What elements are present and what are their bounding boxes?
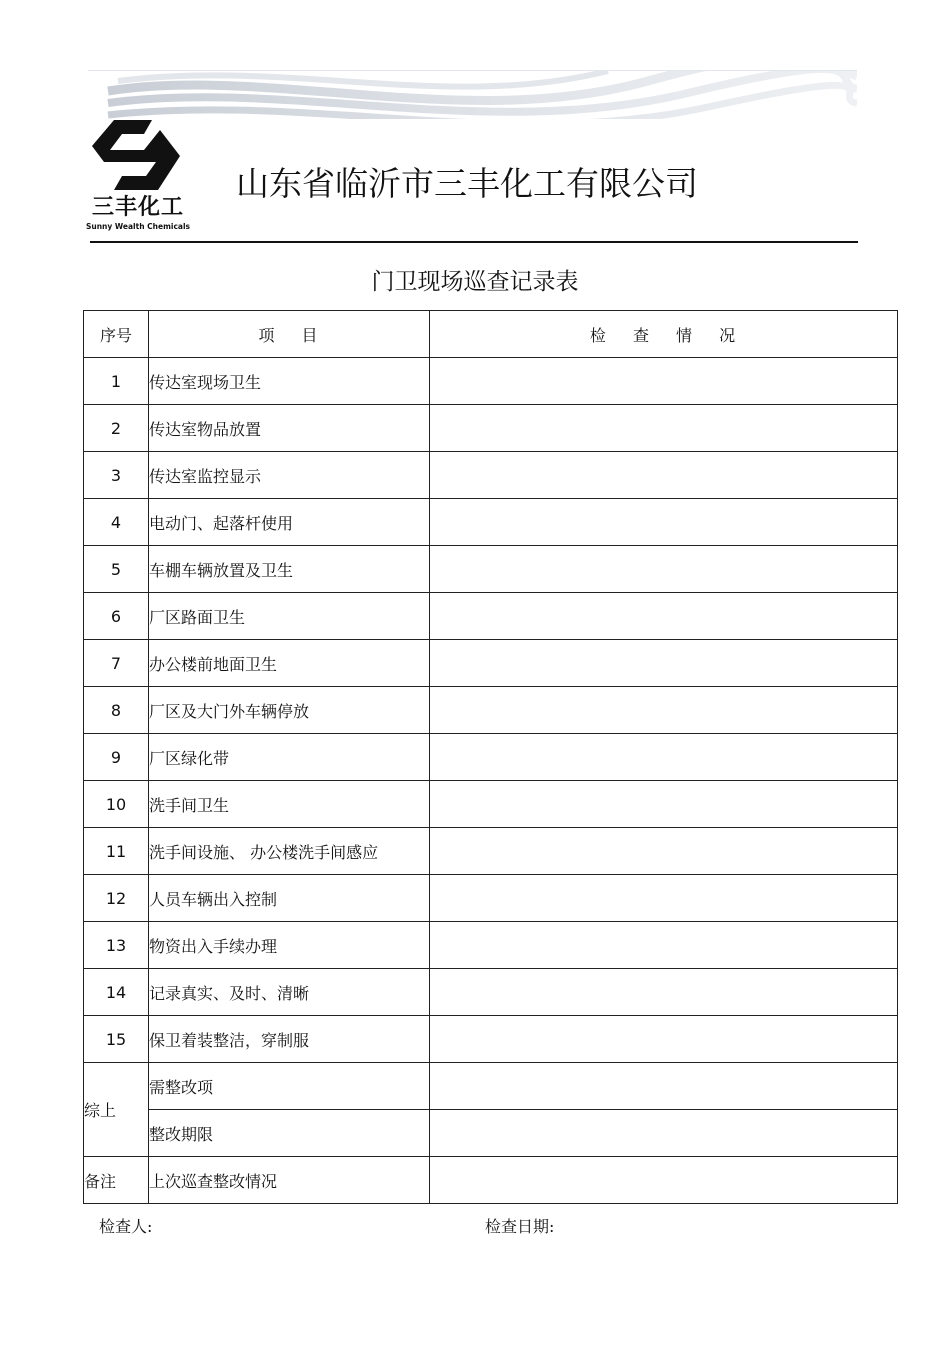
- table-row: [84, 405, 898, 452]
- row-item: 办公楼前地面卫生: [149, 640, 430, 687]
- company-logo: [84, 116, 192, 234]
- row-num: 6: [84, 593, 149, 640]
- remarks-label: 备注: [84, 1157, 149, 1204]
- row-num: 3: [84, 452, 149, 499]
- header-divider: [90, 241, 858, 243]
- row-num: 14: [84, 969, 149, 1016]
- company-name: 山东省临沂市三丰化工有限公司: [236, 164, 698, 203]
- summary-deadline-cell[interactable]: [430, 1110, 898, 1157]
- header-banner: [88, 70, 857, 119]
- table-row: [84, 828, 898, 875]
- banner-wave-graphic: [88, 71, 857, 119]
- table-row: [84, 593, 898, 640]
- row-status-cell[interactable]: [430, 781, 898, 828]
- table-row: [84, 875, 898, 922]
- header-item: 项 目: [149, 311, 430, 358]
- row-num: 7: [84, 640, 149, 687]
- summary-label: 综上: [84, 1063, 149, 1157]
- row-item: 厂区路面卫生: [149, 593, 430, 640]
- row-item: 记录真实、及时、清晰: [149, 969, 430, 1016]
- s-mark-icon: [84, 116, 192, 196]
- row-item: 物资出入手续办理: [149, 922, 430, 969]
- row-status-cell[interactable]: [430, 969, 898, 1016]
- row-status-cell[interactable]: [430, 499, 898, 546]
- row-num: 8: [84, 687, 149, 734]
- row-num: 15: [84, 1016, 149, 1063]
- table-row: [84, 1016, 898, 1063]
- row-num: 2: [84, 405, 149, 452]
- header-num: 序号: [84, 311, 149, 358]
- summary-row: [84, 1063, 898, 1110]
- row-item: 传达室现场卫生: [149, 358, 430, 405]
- row-status-cell[interactable]: [430, 734, 898, 781]
- row-status-cell[interactable]: [430, 875, 898, 922]
- table-row: [84, 687, 898, 734]
- row-item: 厂区绿化带: [149, 734, 430, 781]
- row-num: 12: [84, 875, 149, 922]
- table-row: [84, 922, 898, 969]
- row-status-cell[interactable]: [430, 593, 898, 640]
- inspector-label: 检查人:: [99, 1217, 153, 1236]
- row-item: 电动门、起落杆使用: [149, 499, 430, 546]
- row-item: 车棚车辆放置及卫生: [149, 546, 430, 593]
- row-status-cell[interactable]: [430, 452, 898, 499]
- remarks-row: [84, 1157, 898, 1204]
- row-item: 传达室物品放置: [149, 405, 430, 452]
- inspection-table: [83, 310, 898, 1204]
- table-row: [84, 734, 898, 781]
- row-item: 传达室监控显示: [149, 452, 430, 499]
- row-num: 5: [84, 546, 149, 593]
- row-status-cell[interactable]: [430, 358, 898, 405]
- logo-chinese-text: 三丰化工: [91, 195, 184, 220]
- row-status-cell[interactable]: [430, 922, 898, 969]
- row-item: 人员车辆出入控制: [149, 875, 430, 922]
- table-row: [84, 546, 898, 593]
- table-row: [84, 640, 898, 687]
- row-status-cell[interactable]: [430, 687, 898, 734]
- row-num: 13: [84, 922, 149, 969]
- table-row: [84, 452, 898, 499]
- table-row: [84, 358, 898, 405]
- table-header-row: [84, 311, 898, 358]
- row-num: 11: [84, 828, 149, 875]
- summary-rectify-cell[interactable]: [430, 1063, 898, 1110]
- row-status-cell[interactable]: [430, 640, 898, 687]
- summary-item-deadline: 整改期限: [149, 1110, 430, 1157]
- remarks-cell[interactable]: [430, 1157, 898, 1204]
- row-status-cell[interactable]: [430, 828, 898, 875]
- page-title: 门卫现场巡查记录表: [371, 269, 579, 295]
- row-item: 洗手间设施、 办公楼洗手间感应: [149, 828, 430, 875]
- summary-item-rectify: 需整改项: [149, 1063, 430, 1110]
- row-status-cell[interactable]: [430, 1016, 898, 1063]
- row-num: 1: [84, 358, 149, 405]
- remarks-item: 上次巡查整改情况: [149, 1157, 430, 1204]
- row-num: 10: [84, 781, 149, 828]
- row-status-cell[interactable]: [430, 405, 898, 452]
- summary-row: [84, 1110, 898, 1157]
- row-num: 9: [84, 734, 149, 781]
- row-item: 厂区及大门外车辆停放: [149, 687, 430, 734]
- table-row: [84, 499, 898, 546]
- table-row: [84, 969, 898, 1016]
- table-row: [84, 781, 898, 828]
- row-num: 4: [84, 499, 149, 546]
- row-item: 保卫着装整洁，穿制服: [149, 1016, 430, 1063]
- header-status: 检 查 情 况: [430, 311, 898, 358]
- row-item: 洗手间卫生: [149, 781, 430, 828]
- row-status-cell[interactable]: [430, 546, 898, 593]
- logo-english-text: Sunny Wealth Chemicals: [85, 222, 191, 231]
- inspection-date-label: 检查日期:: [485, 1217, 555, 1236]
